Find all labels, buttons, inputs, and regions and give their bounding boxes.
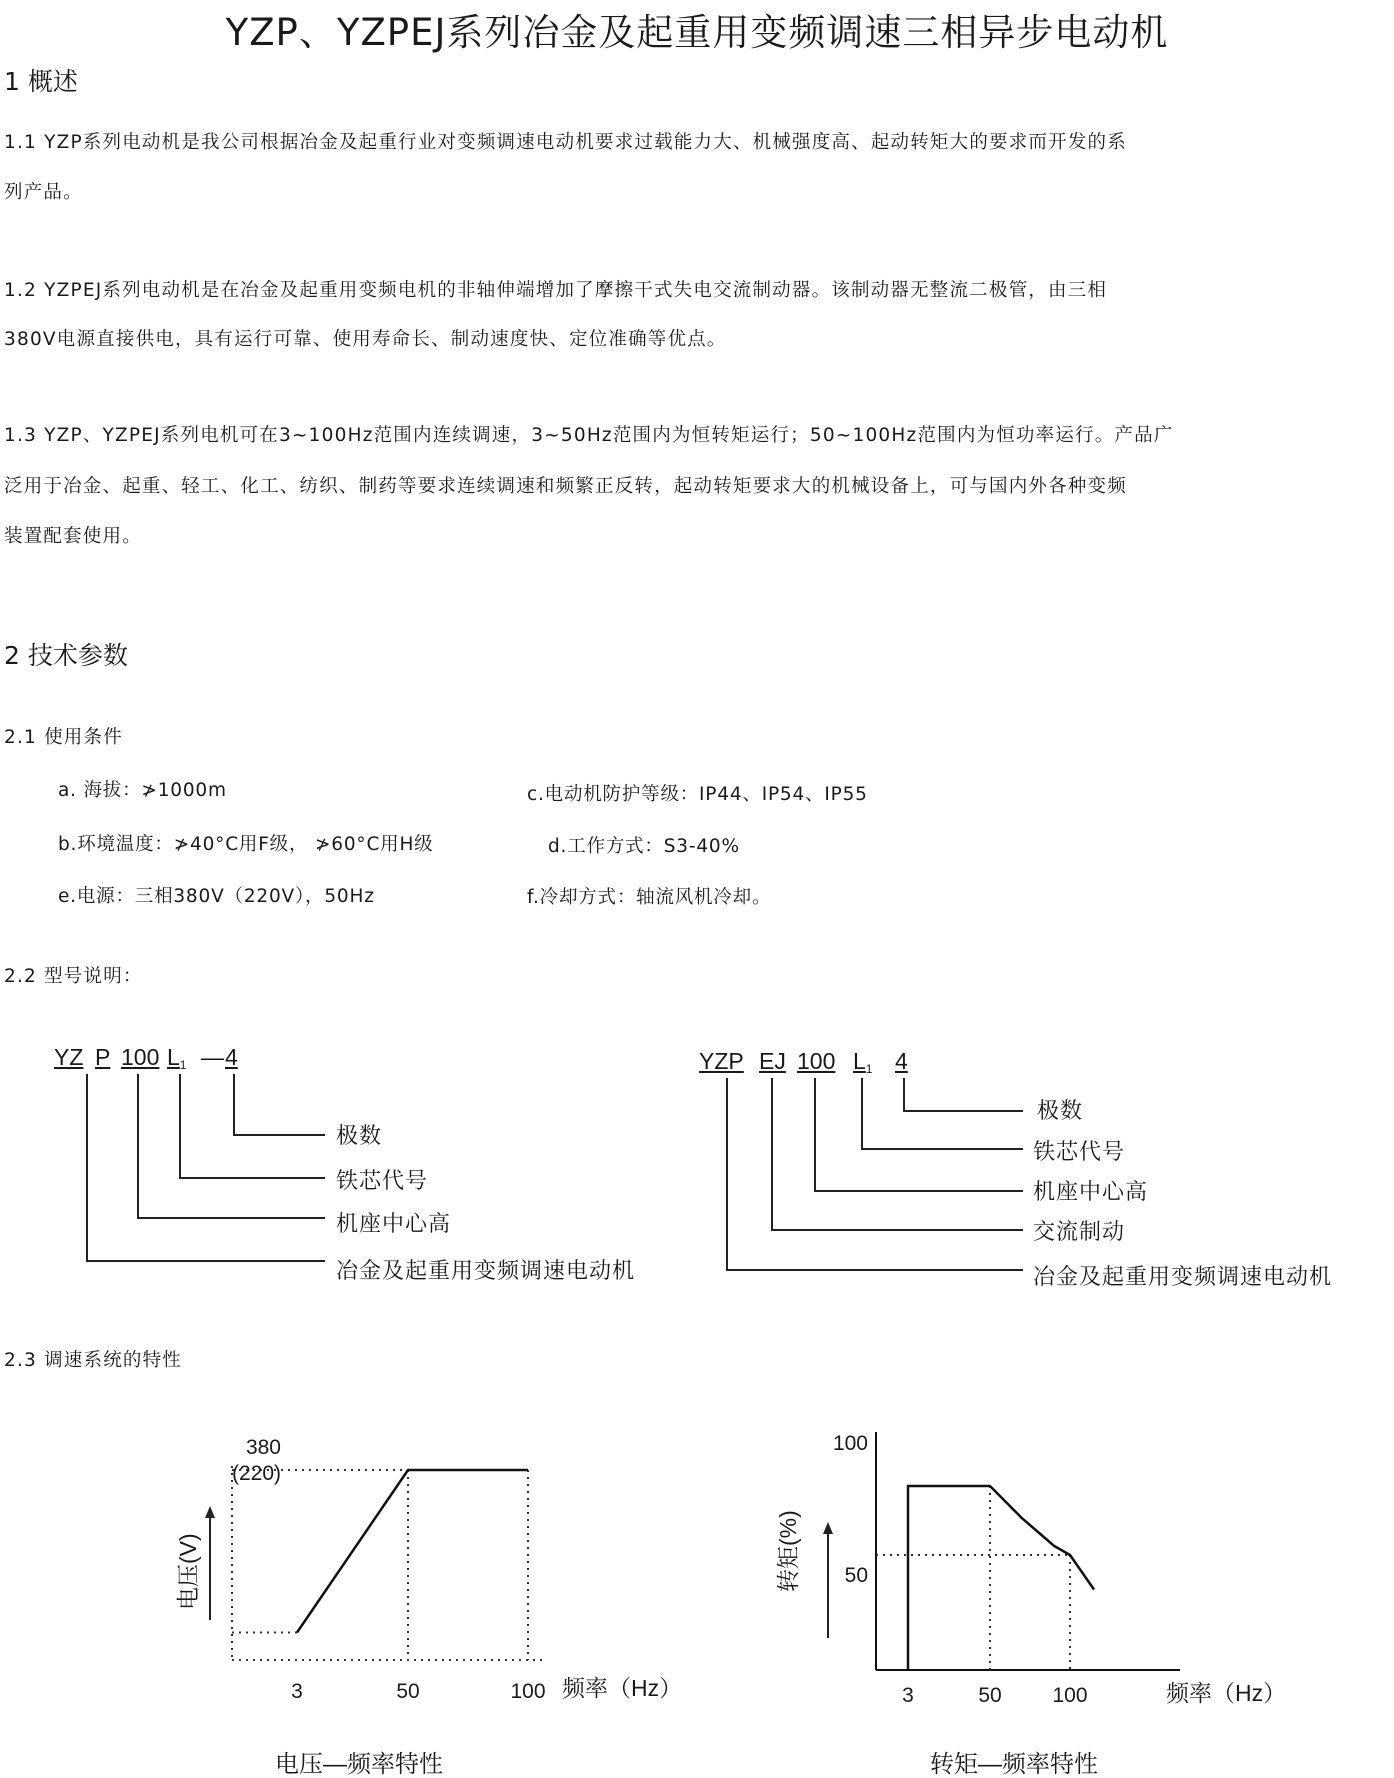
leader-frame-h xyxy=(137,1217,325,1219)
leader-core-h xyxy=(179,1177,325,1179)
x-tick-3: 3 xyxy=(291,1680,303,1703)
para-1-1-line2: 列产品。 xyxy=(4,182,83,203)
label-ac-brake: 交流制动 xyxy=(1033,1220,1126,1245)
x-tick-3: 3 xyxy=(902,1684,914,1707)
leader-type-h xyxy=(726,1269,1023,1271)
x-tick-100: 100 xyxy=(1052,1684,1088,1707)
subsection-2-1: 2.1 使用条件 xyxy=(4,727,123,748)
leader-pole-h xyxy=(903,1110,1023,1112)
page-title: YZP、YZPEJ系列冶金及起重用变频调速三相异步电动机 xyxy=(225,11,1169,54)
label-frame-height: 机座中心高 xyxy=(1033,1180,1149,1205)
code-p: P xyxy=(95,1044,111,1070)
x-axis-label: 频率（Hz） xyxy=(1166,1680,1287,1706)
leader-frame-v xyxy=(137,1074,139,1219)
leader-type-v xyxy=(86,1074,88,1262)
label-core-code: 铁芯代号 xyxy=(336,1169,429,1194)
voltage-series-line xyxy=(297,1470,528,1633)
section-2-heading: 2 技术参数 xyxy=(4,641,128,670)
chart-torque-frequency xyxy=(760,1420,1320,1778)
x-tick-50: 50 xyxy=(396,1680,420,1703)
condition-d: d.工作方式：S3-40% xyxy=(548,836,740,857)
leader-brake-v xyxy=(771,1078,773,1231)
leader-pole-h xyxy=(233,1134,325,1136)
leader-core-v xyxy=(179,1074,181,1179)
para-1-1-line1: 1.1 YZP系列电动机是我公司根据冶金及起重行业对变频调速电动机要求过载能力大、机械强度高、起动转矩大的要求而开发的系 xyxy=(4,132,1127,153)
x-axis-label: 频率（Hz） xyxy=(562,1675,683,1701)
y-tick-100: 100 xyxy=(832,1432,868,1455)
code-pole: 4 xyxy=(225,1044,238,1070)
code-dash: — xyxy=(201,1044,224,1070)
condition-c: c.电动机防护等级：IP44、IP54、IP55 xyxy=(527,784,868,805)
leader-pole-v xyxy=(233,1074,235,1136)
para-1-2-line2: 380V电源直接供电，具有运行可靠、使用寿命长、制动速度快、定位准确等优点。 xyxy=(4,329,727,350)
y-axis-label: 电压(V) xyxy=(175,1533,201,1610)
condition-f: f.冷却方式：轴流风机冷却。 xyxy=(527,887,772,908)
y-tick-50: 50 xyxy=(844,1564,868,1587)
label-pole-count: 极数 xyxy=(1037,1099,1084,1124)
leader-core-v xyxy=(861,1078,863,1150)
label-core-code: 铁芯代号 xyxy=(1033,1140,1126,1165)
code-yz: YZ xyxy=(54,1044,84,1070)
para-1-3-line2: 泛用于冶金、起重、轻工、化工、纺织、制药等要求连续调速和频繁正反转，起动转矩要求大的机械设备上，可与国内外各种变频 xyxy=(4,476,1127,497)
leader-frame-v xyxy=(814,1078,816,1192)
y-axis-label: 转矩(%) xyxy=(775,1510,801,1592)
y-tick-380: 380 xyxy=(245,1436,281,1459)
condition-b: b.环境温度：≯40°C用F级， ≯60°C用H级 xyxy=(58,834,434,855)
code-core: L1 xyxy=(167,1044,187,1072)
leader-frame-h xyxy=(814,1190,1023,1192)
para-1-3-line1: 1.3 YZP、YZPEJ系列电机可在3~100Hz范围内连续调速，3~50Hz范围内为恒转矩运行；50~100Hz范围内为恒功率运行。产品广 xyxy=(4,425,1174,446)
code-core: L1 xyxy=(853,1048,873,1076)
leader-brake-h xyxy=(771,1229,1023,1231)
label-pole-count: 极数 xyxy=(336,1124,383,1149)
leader-type-v xyxy=(726,1078,728,1271)
label-frame-height: 机座中心高 xyxy=(336,1212,452,1237)
subsection-2-2: 2.2 型号说明： xyxy=(4,966,143,987)
y-arrow-head xyxy=(823,1522,833,1534)
y-arrow-head xyxy=(205,1506,215,1518)
label-motor-type: 冶金及起重用变频调速电动机 xyxy=(336,1259,636,1284)
leader-pole-v xyxy=(903,1078,905,1112)
para-1-2-line1: 1.2 YZPEJ系列电动机是在冶金及起重用变频电机的非轴伸端增加了摩擦干式失电交流制动器。该制动器无整流二极管，由三相 xyxy=(4,280,1108,301)
code-frame-size: 100 xyxy=(797,1048,836,1074)
chart-title: 电压—频率特性 xyxy=(275,1751,443,1778)
label-motor-type: 冶金及起重用变频调速电动机 xyxy=(1033,1265,1333,1290)
section-1-heading: 1 概述 xyxy=(4,67,78,96)
leader-core-h xyxy=(861,1148,1023,1150)
code-ej: EJ xyxy=(759,1048,786,1074)
para-1-3-line3: 装置配套使用。 xyxy=(4,526,142,547)
code-yzp: YZP xyxy=(699,1048,744,1074)
code-frame-size: 100 xyxy=(121,1044,160,1070)
torque-series-line xyxy=(908,1486,1094,1670)
x-tick-50: 50 xyxy=(978,1684,1002,1707)
condition-e: e.电源：三相380V（220V），50Hz xyxy=(58,886,375,907)
leader-type-h xyxy=(86,1260,325,1262)
y-tick-220: (220) xyxy=(231,1462,281,1485)
chart-title: 转矩—频率特性 xyxy=(930,1751,1098,1778)
subsection-2-3: 2.3 调速系统的特性 xyxy=(4,1350,183,1371)
condition-a: a. 海拔：≯1000m xyxy=(58,780,227,801)
code-pole: 4 xyxy=(895,1048,908,1074)
x-tick-100: 100 xyxy=(510,1680,546,1703)
chart-voltage-frequency xyxy=(170,1420,730,1778)
